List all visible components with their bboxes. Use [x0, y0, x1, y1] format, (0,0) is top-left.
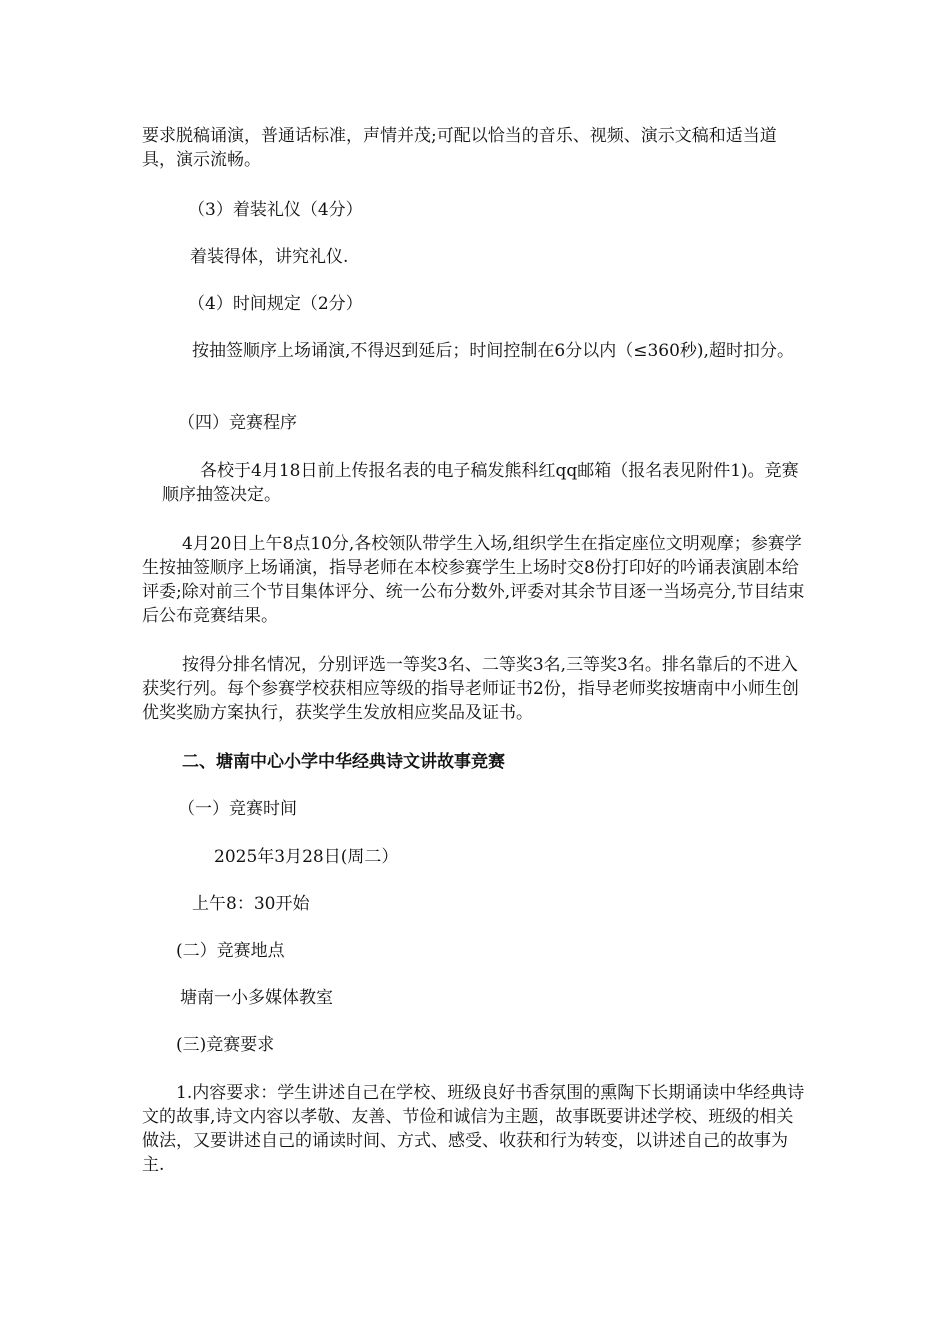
paragraph-recitation-requirements: 要求脱稿诵演，普通话标准，声情并茂;可配以恰当的音乐、视频、演示文稿和适当道具，演示流畅。	[142, 126, 777, 170]
competition-start-time: 上午8：30开始	[192, 894, 310, 914]
heading-competition-time: （一）竞赛时间	[178, 799, 297, 819]
paragraph-competition-day: 4月20日上午8点10分,各校领队带学生入场,组织学生在指定座位文明观摩；参赛学生按抽签顺序上场诵演，指导老师在本校参赛学生上场时交8份打印好的吟诵表演剧本给评委;除对前三个节目集体评分、统一公布分数外,评委对其余节目逐一当场亮分,节目结束后公布竞赛结果。	[142, 534, 805, 626]
heading-competition-procedure: （四）竞赛程序	[178, 413, 297, 433]
heading-competition-requirements: (三)竞赛要求	[176, 1035, 275, 1055]
competition-date: 2025年3月28日(周二）	[214, 847, 399, 867]
paragraph-awards: 按得分排名情况，分别评选一等奖3名、二等奖3名,三等奖3名。排名靠后的不进入获奖行列。每个参赛学校获相应等级的指导老师证书2份，指导老师奖按塘南中小师生创优奖奖励方案执行，获奖学生发放相应奖品及证书。	[142, 655, 799, 723]
paragraph-time-rules: 按抽签顺序上场诵演,不得迟到延后；时间控制在6分以内（≤360秒),超时扣分。	[192, 341, 794, 361]
section-heading-story-competition: 二、塘南中心小学中华经典诗文讲故事竞赛	[182, 752, 505, 772]
paragraph-content-requirements: 1.内容要求：学生讲述自己在学校、班级良好书香氛围的熏陶下长期诵读中华经典诗文的故事,诗文内容以孝敬、友善、节俭和诚信为主题，故事既要讲述学校、班级的相关做法，又要讲述自己的诵读时间、方式、感受、收获和行为转变，以讲述自己的故事为主.	[142, 1083, 805, 1175]
paragraph-registration: 各校于4月18日前上传报名表的电子稿发熊科红qq邮箱（报名表见附件1)。竞赛顺序抽签决定。	[162, 461, 799, 505]
competition-venue: 塘南一小多媒体教室	[180, 988, 333, 1008]
heading-time-rules: （4）时间规定（2分）	[188, 294, 363, 314]
heading-dress-etiquette: （3）着装礼仪（4分）	[188, 200, 363, 220]
paragraph-dress-etiquette: 着装得体，讲究礼仪.	[190, 247, 349, 267]
heading-competition-venue: (二）竞赛地点	[176, 941, 285, 961]
